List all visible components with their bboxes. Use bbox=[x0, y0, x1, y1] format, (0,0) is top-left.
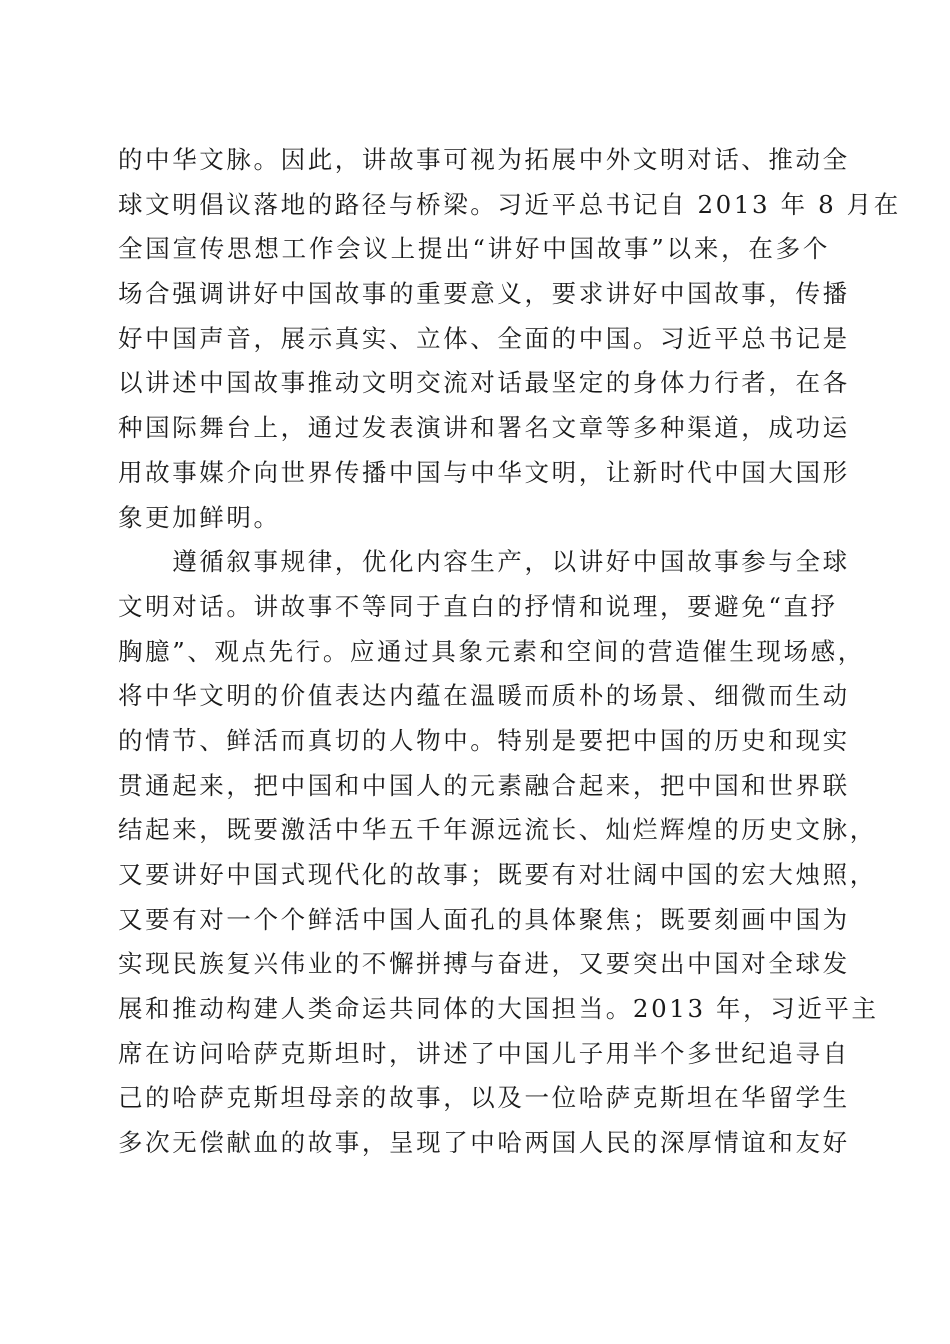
text-line: 场合强调讲好中国故事的重要意义，要求讲好中国故事，传播 bbox=[118, 279, 850, 309]
text-line: 好中国声音，展示真实、立体、全面的中国。习近平总书记是 bbox=[118, 323, 850, 353]
paragraph-2 bbox=[118, 540, 879, 1166]
paragraph-1 bbox=[118, 138, 901, 540]
text-line: 又要有对一个个鲜活中国人面孔的具体聚焦；既要刻画中国为 bbox=[118, 904, 850, 934]
text-line: 种国际舞台上，通过发表演讲和署名文章等多种渠道，成功运 bbox=[118, 413, 850, 443]
text-line: 多次无偿献血的故事，呈现了中哈两国人民的深厚情谊和友好 bbox=[118, 1128, 850, 1158]
text-line: 球文明倡议落地的路径与桥梁。习近平总书记自 2013 年 8 月在 bbox=[118, 189, 901, 219]
text-line: 胸臆”、观点先行。应通过具象元素和空间的营造催生现场感， bbox=[118, 636, 865, 666]
text-line: 的中华文脉。因此，讲故事可视为拓展中外文明对话、推动全 bbox=[118, 145, 850, 174]
text-line: 的情节、鲜活而真切的人物中。特别是要把中国的历史和现实 bbox=[118, 725, 850, 755]
text-line: 实现民族复兴伟业的不懈拼搏与奋进，又要突出中国对全球发 bbox=[118, 949, 850, 979]
text-line: 将中华文明的价值表达内蕴在温暖而质朴的场景、细微而生动 bbox=[118, 681, 850, 711]
text-line: 用故事媒介向世界传播中国与中华文明，让新时代中国大国形 bbox=[118, 457, 850, 487]
text-line: 象更加鲜明。 bbox=[118, 502, 281, 532]
text-line: 结起来，既要激活中华五千年源远流长、灿烂辉煌的历史文脉， bbox=[118, 815, 877, 845]
text-line: 文明对话。讲故事不等同于直白的抒情和说理，要避免“直抒 bbox=[118, 591, 838, 621]
text-line: 以讲述中国故事推动文明交流对话最坚定的身体力行者，在各 bbox=[118, 368, 850, 398]
text-line: 席在访问哈萨克斯坦时，讲述了中国儿子用半个多世纪追寻自 bbox=[118, 1038, 850, 1068]
body-text bbox=[118, 138, 901, 1166]
text-line: 全国宣传思想工作会议上提出“讲好中国故事”以来，在多个 bbox=[118, 234, 830, 264]
text-line: 遵循叙事规律，优化内容生产，以讲好中国故事参与全球 bbox=[118, 547, 850, 577]
text-line: 贯通起来，把中国和中国人的元素融合起来，把中国和世界联 bbox=[118, 770, 850, 800]
text-line: 展和推动构建人类命运共同体的大国担当。2013 年，习近平主 bbox=[118, 994, 879, 1024]
text-line: 己的哈萨克斯坦母亲的故事，以及一位哈萨克斯坦在华留学生 bbox=[118, 1083, 850, 1113]
text-line: 又要讲好中国式现代化的故事；既要有对壮阔中国的宏大烛照， bbox=[118, 860, 877, 889]
